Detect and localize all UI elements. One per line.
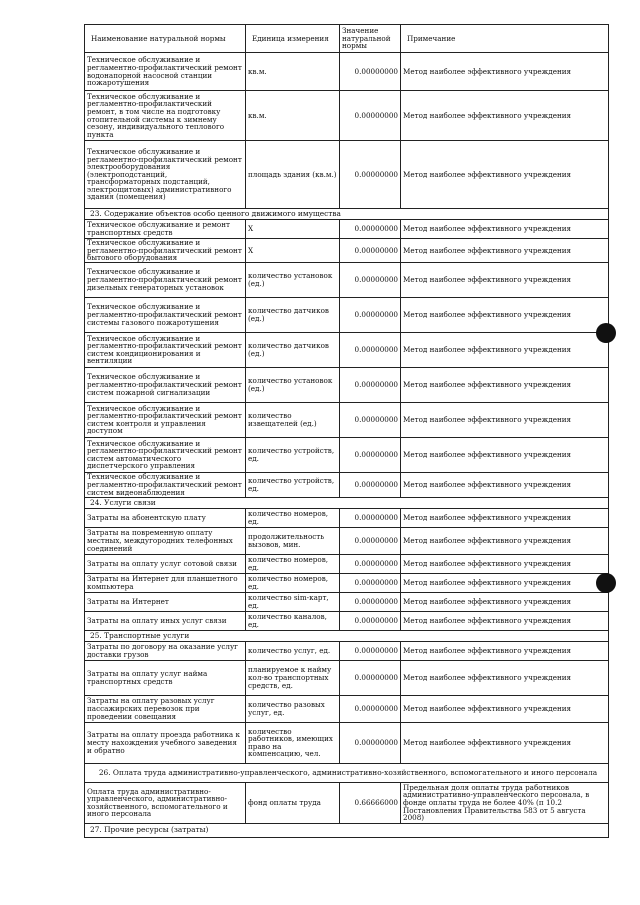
unit-cell: количество услуг, ед.: [246, 641, 340, 660]
value-cell: 0.00000000: [340, 695, 401, 722]
unit-cell: фонд оплаты труда: [246, 782, 340, 823]
note-cell: Метод наиболее эффективного учреждения: [401, 437, 609, 472]
note-cell: Метод наиболее эффективного учреждения: [401, 554, 609, 573]
value-cell: 0.00000000: [340, 91, 401, 141]
unit-cell: количество номеров, ед.: [246, 508, 340, 527]
binder-hole-bottom: [596, 573, 616, 593]
norm-name-cell: Техническое обслуживание и регламентно-профилактический ремонт систем контроля и управления доступом: [85, 402, 246, 437]
section-row: [85, 497, 609, 508]
table-row: [85, 239, 609, 263]
value-cell: 0.00000000: [340, 402, 401, 437]
value-cell: 0.00000000: [340, 641, 401, 660]
value-cell: 0.00000000: [340, 527, 401, 554]
unit-cell: количество устройств, ед.: [246, 472, 340, 497]
norm-name-cell: Затраты на оплату услуг найма транспортных средств: [85, 660, 246, 695]
table-row: [85, 332, 609, 367]
norm-name-cell: Оплата труда административно-управленческого, административно-хозяйственного, вспомогательного и иного персонала: [85, 782, 246, 823]
unit-cell: количество каналов, ед.: [246, 611, 340, 630]
unit-cell: планируемое к найму кол-во транспортных средств, ед.: [246, 660, 340, 695]
note-cell: Метод наиболее эффективного учреждения: [401, 695, 609, 722]
norm-name-cell: Техническое обслуживание и регламентно-профилактический ремонт систем автоматического диспетчерского управления: [85, 437, 246, 472]
note-cell: Метод наиболее эффективного учреждения: [401, 367, 609, 402]
unit-cell: количество разовых услуг, ед.: [246, 695, 340, 722]
unit-cell: количество sim-карт, ед.: [246, 592, 340, 611]
table-row: [85, 91, 609, 141]
note-cell: Метод наиболее эффективного учреждения: [401, 611, 609, 630]
value-cell: 0.00000000: [340, 437, 401, 472]
section-row: [85, 209, 609, 220]
header-value: Значение натуральной нормы: [340, 25, 401, 53]
section-row: [85, 630, 609, 641]
note-cell: Метод наиболее эффективного учреждения: [401, 297, 609, 332]
value-cell: 0.00000000: [340, 592, 401, 611]
note-cell: Метод наиболее эффективного учреждения: [401, 573, 609, 592]
unit-cell: количество установок (ед.): [246, 262, 340, 297]
table-row: [85, 53, 609, 91]
table-row: [85, 527, 609, 554]
table-row: [85, 220, 609, 239]
norm-name-cell: Затраты на оплату услуг сотовой связи: [85, 554, 246, 573]
section-title: 25. Транспортные услуги: [85, 630, 609, 641]
norm-name-cell: Затраты на повременную оплату местных, междугородних телефонных соединений: [85, 527, 246, 554]
note-cell: Метод наиболее эффективного учреждения: [401, 641, 609, 660]
table-row: [85, 722, 609, 763]
binder-hole-top: [596, 323, 616, 343]
table-row: [85, 695, 609, 722]
unit-cell: X: [246, 220, 340, 239]
norm-name-cell: Техническое обслуживание и регламентно-профилактический ремонт водонапорной насосной станции пожаротушения: [85, 53, 246, 91]
norm-name-cell: Техническое обслуживание и регламентно-профилактический ремонт электрооборудования (электроподстанций, трансформаторных подстанций, электрощитовых) административного здания (помещения): [85, 141, 246, 209]
unit-cell: количество устройств, ед.: [246, 437, 340, 472]
norm-name-cell: Затраты на оплату разовых услуг пассажирских перевозок при проведении совещания: [85, 695, 246, 722]
table-row: [85, 641, 609, 660]
table-row: [85, 611, 609, 630]
note-cell: Метод наиболее эффективного учреждения: [401, 262, 609, 297]
norm-name-cell: Техническое обслуживание и регламентно-профилактический ремонт, в том числе на подготовку отопительной системы к зимнему сезону, индивидуального теплового пункта: [85, 91, 246, 141]
unit-cell: количество номеров, ед.: [246, 554, 340, 573]
norm-name-cell: Техническое обслуживание и регламентно-профилактический ремонт дизельных генераторных установок: [85, 262, 246, 297]
norm-name-cell: Затраты на оплату проезда работника к месту нахождения учебного заведения и обратно: [85, 722, 246, 763]
note-cell: Метод наиболее эффективного учреждения: [401, 592, 609, 611]
header-unit: Единица измерения: [246, 25, 340, 53]
norm-name-cell: Техническое обслуживание и ремонт транспортных средств: [85, 220, 246, 239]
section-title: 24. Услуги связи: [85, 497, 609, 508]
header-name: Наименование натуральной нормы: [85, 25, 246, 53]
table-header-row: [85, 25, 609, 53]
table-row: [85, 508, 609, 527]
section-title: 26. Оплата труда административно-управленческого, административно-хозяйственного, вспомогательного и иного персонала: [85, 763, 609, 782]
norm-name-cell: Техническое обслуживание и регламентно-профилактический ремонт систем пожарной сигнализации: [85, 367, 246, 402]
note-cell: Метод наиболее эффективного учреждения: [401, 508, 609, 527]
note-cell: Метод наиболее эффективного учреждения: [401, 53, 609, 91]
value-cell: 0.66666000: [340, 782, 401, 823]
value-cell: 0.00000000: [340, 297, 401, 332]
norms-table: [84, 24, 609, 838]
note-cell: Метод наиболее эффективного учреждения: [401, 91, 609, 141]
section-title: 27. Прочие ресурсы (затраты): [85, 823, 609, 837]
value-cell: 0.00000000: [340, 53, 401, 91]
unit-cell: кв.м.: [246, 53, 340, 91]
section-row: [85, 823, 609, 837]
value-cell: 0.00000000: [340, 611, 401, 630]
norm-name-cell: Техническое обслуживание и регламентно-профилактический ремонт систем видеонаблюдения: [85, 472, 246, 497]
note-cell: Метод наиболее эффективного учреждения: [401, 472, 609, 497]
table-row: [85, 367, 609, 402]
unit-cell: количество работников, имеющих право на компенсацию, чел.: [246, 722, 340, 763]
value-cell: 0.00000000: [340, 722, 401, 763]
value-cell: 0.00000000: [340, 472, 401, 497]
value-cell: 0.00000000: [340, 554, 401, 573]
section-row: [85, 763, 609, 782]
table-row: [85, 660, 609, 695]
table-row: [85, 592, 609, 611]
table-row: [85, 573, 609, 592]
value-cell: 0.00000000: [340, 573, 401, 592]
unit-cell: кв.м.: [246, 91, 340, 141]
norm-name-cell: Затраты на абонентскую плату: [85, 508, 246, 527]
norm-name-cell: Техническое обслуживание и регламентно-профилактический ремонт систем кондиционирования и вентиляции: [85, 332, 246, 367]
unit-cell: количество извещателей (ед.): [246, 402, 340, 437]
norm-name-cell: Затраты на Интернет для планшетного компьютера: [85, 573, 246, 592]
note-cell: Метод наиболее эффективного учреждения: [401, 332, 609, 367]
section-title: 23. Содержание объектов особо ценного движимого имущества: [85, 209, 609, 220]
table-row: [85, 141, 609, 209]
note-cell: Метод наиболее эффективного учреждения: [401, 722, 609, 763]
unit-cell: X: [246, 239, 340, 263]
table-row: [85, 402, 609, 437]
table-row: [85, 472, 609, 497]
unit-cell: количество датчиков (ед.): [246, 332, 340, 367]
header-note: Примечание: [401, 25, 609, 53]
norm-name-cell: Затраты на оплату иных услуг связи: [85, 611, 246, 630]
value-cell: 0.00000000: [340, 141, 401, 209]
table-row: [85, 782, 609, 823]
value-cell: 0.00000000: [340, 367, 401, 402]
table-body: [85, 53, 609, 838]
note-cell: Метод наиболее эффективного учреждения: [401, 239, 609, 263]
norm-name-cell: Затраты по договору на оказание услуг доставки грузов: [85, 641, 246, 660]
table-row: [85, 297, 609, 332]
note-cell: Метод наиболее эффективного учреждения: [401, 220, 609, 239]
value-cell: 0.00000000: [340, 508, 401, 527]
unit-cell: количество установок (ед.): [246, 367, 340, 402]
norm-name-cell: Техническое обслуживание и регламентно-профилактический ремонт бытового оборудования: [85, 239, 246, 263]
value-cell: 0.00000000: [340, 262, 401, 297]
value-cell: 0.00000000: [340, 220, 401, 239]
unit-cell: продолжительность вызовов, мин.: [246, 527, 340, 554]
unit-cell: количество номеров, ед.: [246, 573, 340, 592]
unit-cell: площадь здания (кв.м.): [246, 141, 340, 209]
table-row: [85, 262, 609, 297]
norms-document: [84, 24, 608, 838]
value-cell: 0.00000000: [340, 660, 401, 695]
norm-name-cell: Техническое обслуживание и регламентно-профилактический ремонт системы газового пожаротушения: [85, 297, 246, 332]
norm-name-cell: Затраты на Интернет: [85, 592, 246, 611]
note-cell: Метод наиболее эффективного учреждения: [401, 660, 609, 695]
unit-cell: количество датчиков (ед.): [246, 297, 340, 332]
value-cell: 0.00000000: [340, 332, 401, 367]
note-cell: Метод наиболее эффективного учреждения: [401, 141, 609, 209]
note-cell: Предельная доля оплаты труда работников административно-управленческого персонала, в фонде оплаты труда не более 40% (п 10.2 Постановления Правительства 583 от 5 августа 2008): [401, 782, 609, 823]
table-row: [85, 437, 609, 472]
note-cell: Метод наиболее эффективного учреждения: [401, 402, 609, 437]
note-cell: Метод наиболее эффективного учреждения: [401, 527, 609, 554]
value-cell: 0.00000000: [340, 239, 401, 263]
table-row: [85, 554, 609, 573]
